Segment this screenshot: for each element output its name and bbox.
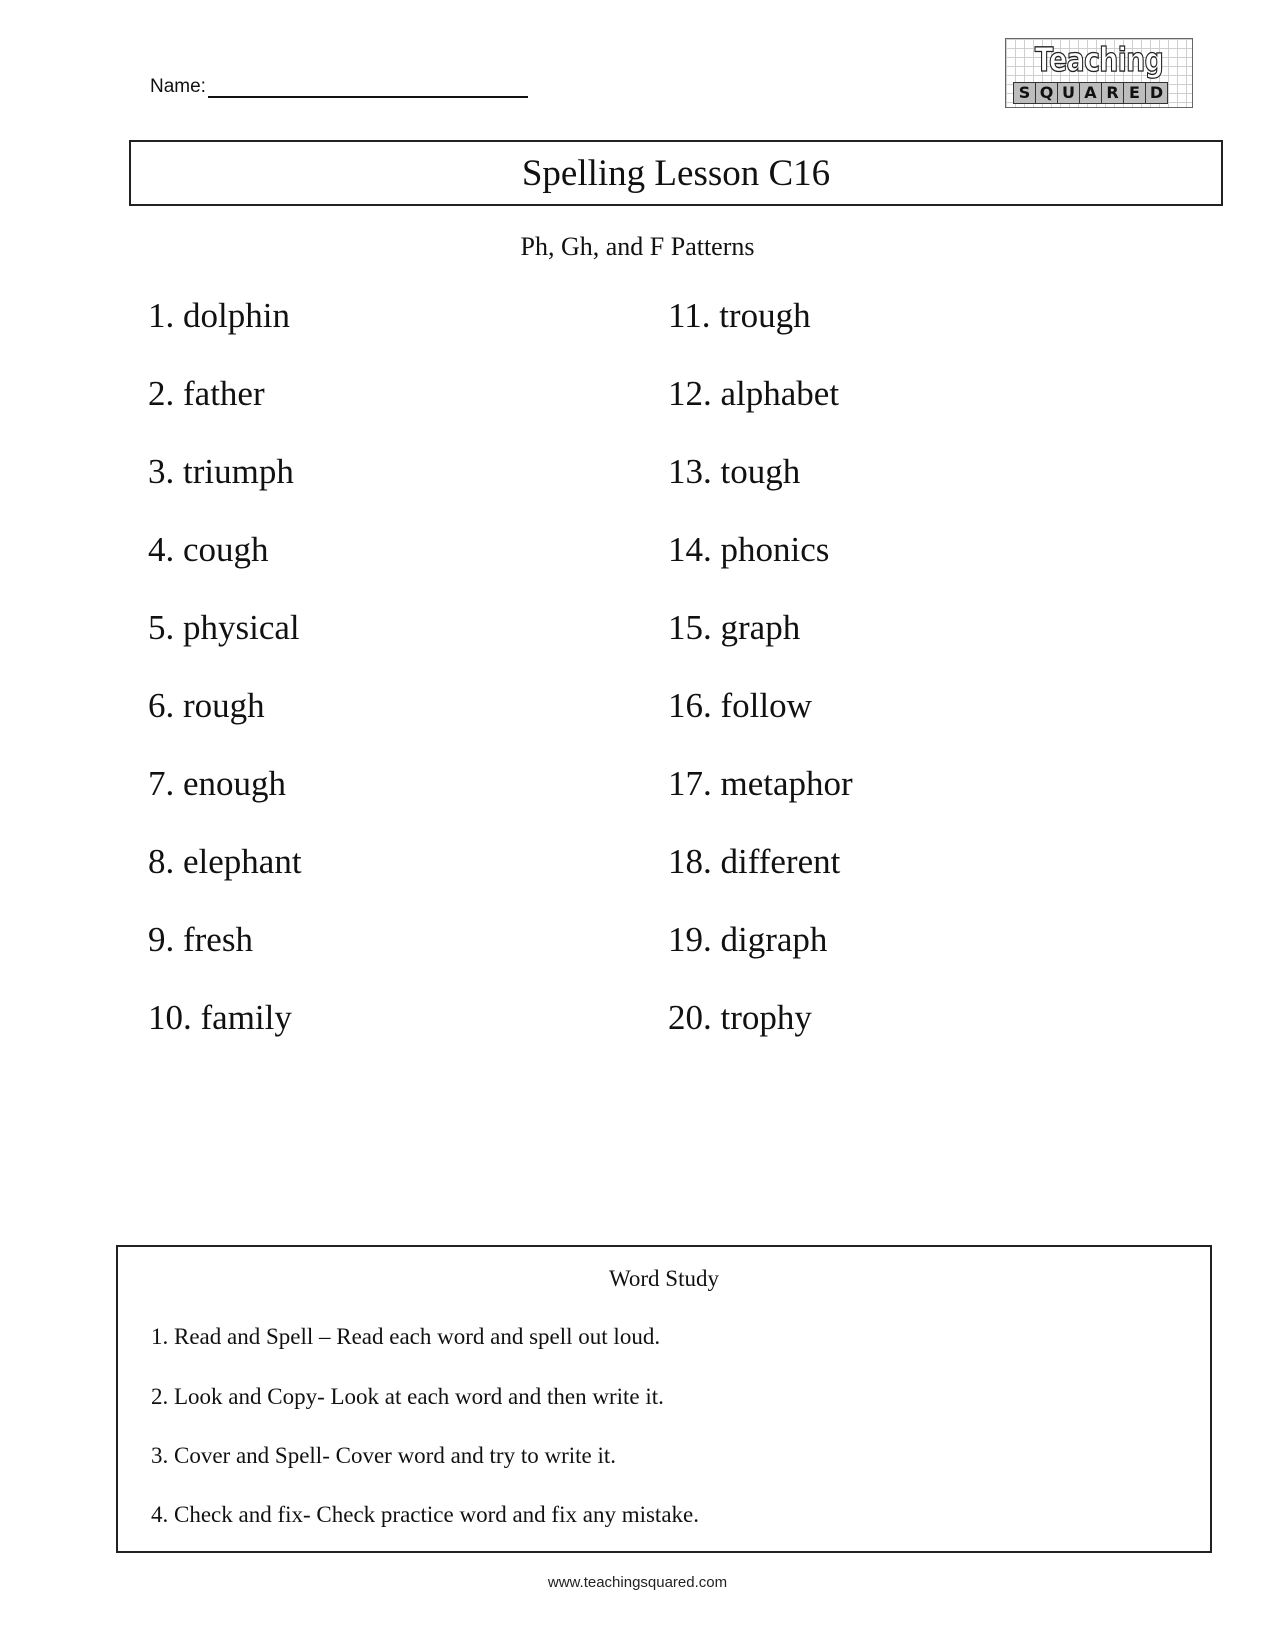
lesson-subtitle: Ph, Gh, and F Patterns	[520, 232, 755, 261]
word-item: 5. physical	[148, 608, 300, 647]
word-item: 19. digraph	[668, 920, 828, 959]
name-blank-line	[208, 76, 528, 98]
logo-square: Q	[1035, 82, 1058, 104]
lesson-title: Spelling Lesson C16	[521, 152, 831, 194]
logo-square: E	[1123, 82, 1146, 104]
word-item: 18. different	[668, 842, 841, 881]
word-item: 13. tough	[668, 452, 801, 491]
word-item: 10. family	[148, 998, 292, 1037]
logo-square: U	[1057, 82, 1080, 104]
word-study-step: 2. Look and Copy- Look at each word and then write it.	[151, 1384, 664, 1409]
word-item: 6. rough	[148, 686, 265, 725]
logo-word: Teaching	[1034, 40, 1164, 79]
word-item: 17. metaphor	[668, 764, 853, 803]
name-field-row	[150, 76, 528, 98]
logo-square: D	[1145, 82, 1168, 104]
word-item: 12. alphabet	[668, 374, 840, 413]
word-item: 16. follow	[668, 686, 812, 725]
word-item: 3. triumph	[148, 452, 294, 491]
word-item: 20. trophy	[668, 998, 812, 1037]
word-item: 14. phonics	[668, 530, 830, 569]
logo-square: R	[1101, 82, 1124, 104]
word-item: 11. trough	[668, 296, 811, 335]
teaching-squared-logo	[1005, 38, 1193, 108]
word-study-title: Word Study	[609, 1266, 719, 1291]
logo-square: A	[1079, 82, 1102, 104]
word-item: 4. cough	[148, 530, 269, 569]
word-item: 15. graph	[668, 608, 801, 647]
lesson-title-box	[129, 140, 1223, 206]
word-study-step: 3. Cover and Spell- Cover word and try to write it.	[151, 1443, 617, 1468]
word-item: 7. enough	[148, 764, 287, 803]
word-item: 9. fresh	[148, 920, 253, 959]
word-item: 1. dolphin	[148, 296, 290, 335]
word-study-step: 4. Check and fix- Check practice word and fix any mistake.	[151, 1502, 699, 1527]
word-item: 2. father	[148, 374, 265, 413]
word-item: 8. elephant	[148, 842, 302, 881]
logo-square: S	[1013, 82, 1036, 104]
footer-url: www.teachingsquared.com	[547, 1574, 728, 1591]
name-label: Name:	[150, 76, 206, 97]
logo-squares	[1013, 82, 1167, 104]
word-study-step: 1. Read and Spell – Read each word and spell out loud.	[151, 1324, 661, 1349]
word-study-box	[116, 1245, 1212, 1553]
